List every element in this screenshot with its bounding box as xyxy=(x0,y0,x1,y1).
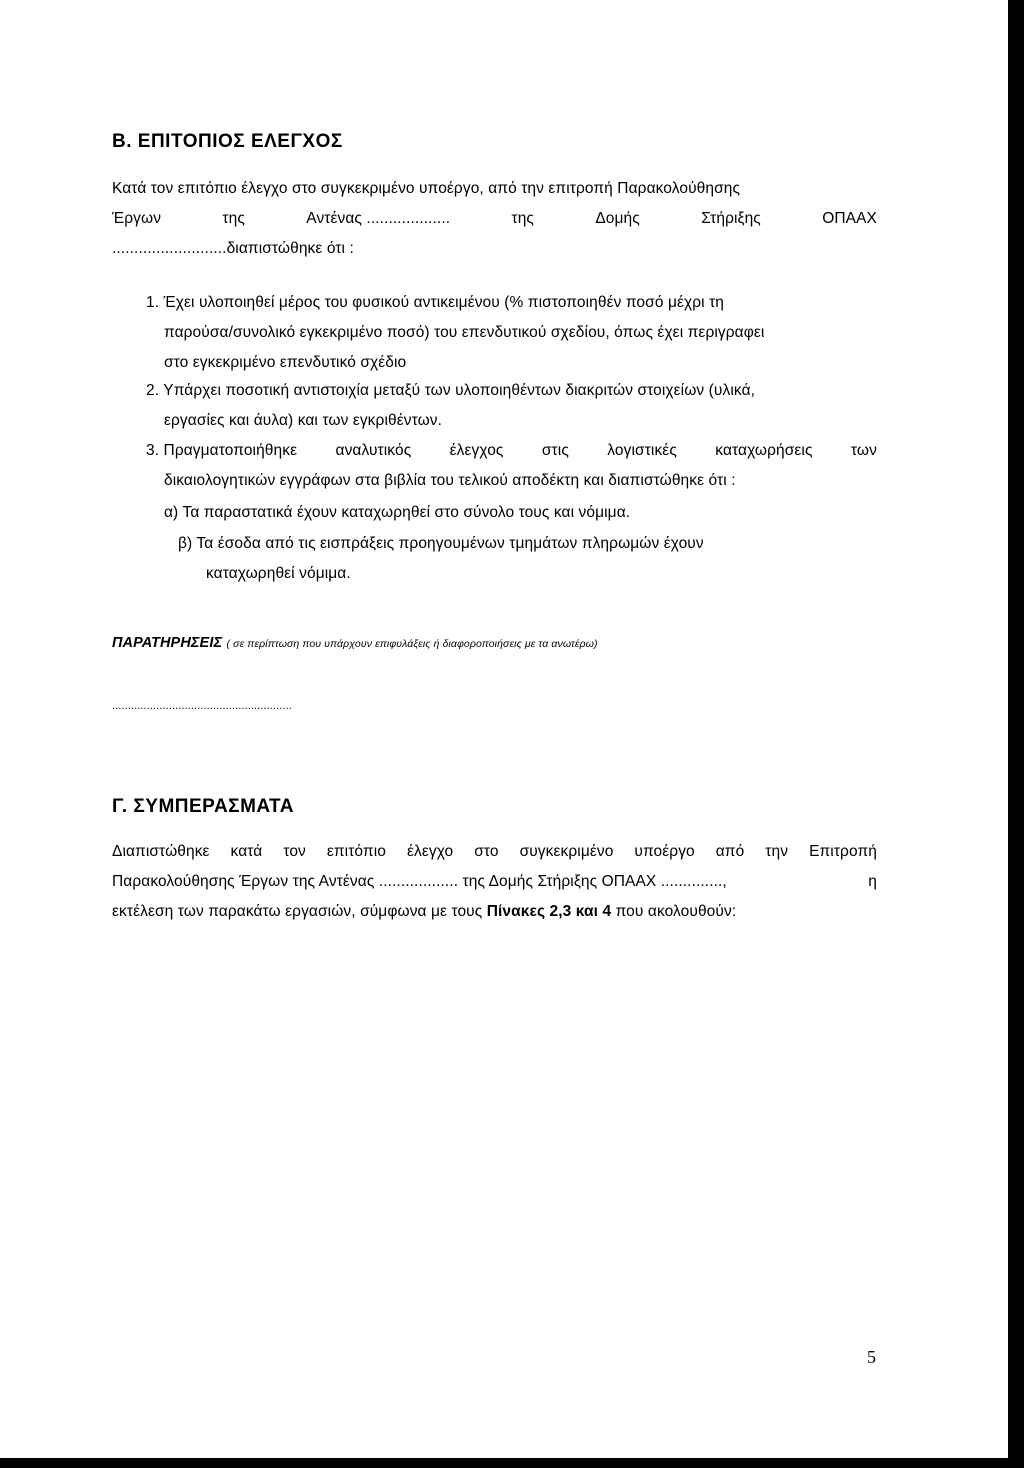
conclusion-line-3-pre: εκτέλεση των παρακάτω εργασιών, σύμφωνα με τους xyxy=(112,903,487,920)
item-3-word: στις xyxy=(541,442,569,459)
intro-word: της xyxy=(511,210,534,227)
item-3-word: 3. Πραγματοποιήθηκε xyxy=(146,442,298,459)
observations-title: ΠΑΡΑΤΗΡΗΣΕΙΣ xyxy=(112,635,223,651)
item-2-line-1: 2. Υπάρχει ποσοτική αντιστοιχία μεταξύ των υλοποιηθέντων διακριτών στοιχείων (υλικά, xyxy=(146,382,756,399)
intro-word: Έργων xyxy=(112,210,162,227)
conclusion-word: Διαπιστώθηκε xyxy=(112,843,210,860)
conclusion-word: από xyxy=(715,843,745,860)
item-2-line-2: εργασίες και άυλα) και των εγκριθέντων. xyxy=(164,412,443,429)
intro-line-1: Κατά τον επιτόπιο έλεγχο στο συγκεκριμένο υποέργο, από την επιτροπή Παρακολούθησης xyxy=(112,180,741,197)
item-1-line-3: στο εγκεκριμένο επενδυτικό σχέδιο xyxy=(164,354,407,371)
item-3-word: αναλυτικός xyxy=(335,442,412,459)
conclusion-word: έλεγχο xyxy=(406,843,454,860)
intro-line-3: ..........................διαπιστώθηκε ότι : xyxy=(112,240,354,257)
observations-note: ( σε περίπτωση που υπάρχουν επιφυλάξεις ή διαφοροποιήσεις με τα ανωτέρω) xyxy=(226,638,598,650)
intro-word: ΟΠΑΑΧ xyxy=(822,210,877,227)
intro-line-2 xyxy=(112,210,877,228)
page-number: 5 xyxy=(867,1347,877,1367)
item-3-word: των xyxy=(850,442,877,459)
intro-word: Στήριξης xyxy=(701,210,761,227)
item-3-sub-b-line-1: β) Τα έσοδα από τις εισπράξεις προηγουμένων τμημάτων πληρωμών έχουν xyxy=(178,535,704,552)
item-3-line-2: δικαιολογητικών εγγράφων στα βιβλία του τελικού αποδέκτη και διαπιστώθηκε ότι : xyxy=(164,472,736,489)
item-3-word: καταχωρήσεις xyxy=(715,442,813,459)
section-b-heading: Β. ΕΠΙΤΟΠΙΟΣ ΕΛΕΓΧΟΣ xyxy=(112,131,343,152)
conclusion-line-2-start: Παρακολούθησης Έργων της Αντένας .................. της Δομής Στήριξης ΟΠΑΑΧ .............., xyxy=(112,873,727,890)
conclusion-line-2-end: η xyxy=(868,873,877,890)
item-3-line-1 xyxy=(146,442,877,460)
intro-word: Δομής xyxy=(595,210,640,227)
conclusion-line-2 xyxy=(112,873,877,891)
tables-reference: Πίνακες 2,3 και 4 xyxy=(486,903,612,920)
conclusion-line-1 xyxy=(112,843,877,861)
conclusion-line-3 xyxy=(112,903,736,921)
item-3-sub-a: α) Τα παραστατικά έχουν καταχωρηθεί στο σύνολο τους και νόμιμα. xyxy=(164,504,631,521)
intro-word: της xyxy=(222,210,245,227)
conclusion-word: Επιτροπή xyxy=(809,843,877,860)
item-1-line-2: παρούσα/συνολικό εγκεκριμένο ποσό) του επενδυτικού σχεδίου, όπως έχει περιγραφει xyxy=(164,324,765,341)
intro-word: Αντένας ................... xyxy=(306,210,451,227)
conclusion-word: τον xyxy=(283,843,306,860)
section-c-heading: Γ. ΣΥΜΠΕΡΑΣΜΑΤΑ xyxy=(112,796,294,817)
conclusion-word: κατά xyxy=(230,843,263,860)
conclusion-word: την xyxy=(765,843,789,860)
conclusion-word: συγκεκριμένο xyxy=(519,843,614,860)
item-3-word: λογιστικές xyxy=(607,442,677,459)
item-1-line-1: 1. Έχει υλοποιηθεί μέρος του φυσικού αντικειμένου (% πιστοποιηθέν ποσό μέχρι τη xyxy=(146,294,725,311)
conclusion-line-3-post: που ακολουθούν: xyxy=(611,903,737,920)
observations-heading xyxy=(112,634,598,652)
conclusion-word: υποέργο xyxy=(634,843,695,860)
item-3-sub-b-line-2: καταχωρηθεί νόμιμα. xyxy=(206,565,351,582)
item-3-word: έλεγχος xyxy=(449,442,504,459)
conclusion-word: επιτόπιο xyxy=(326,843,386,860)
observations-dots: ......................................................... xyxy=(112,700,292,712)
conclusion-word: στο xyxy=(474,843,499,860)
